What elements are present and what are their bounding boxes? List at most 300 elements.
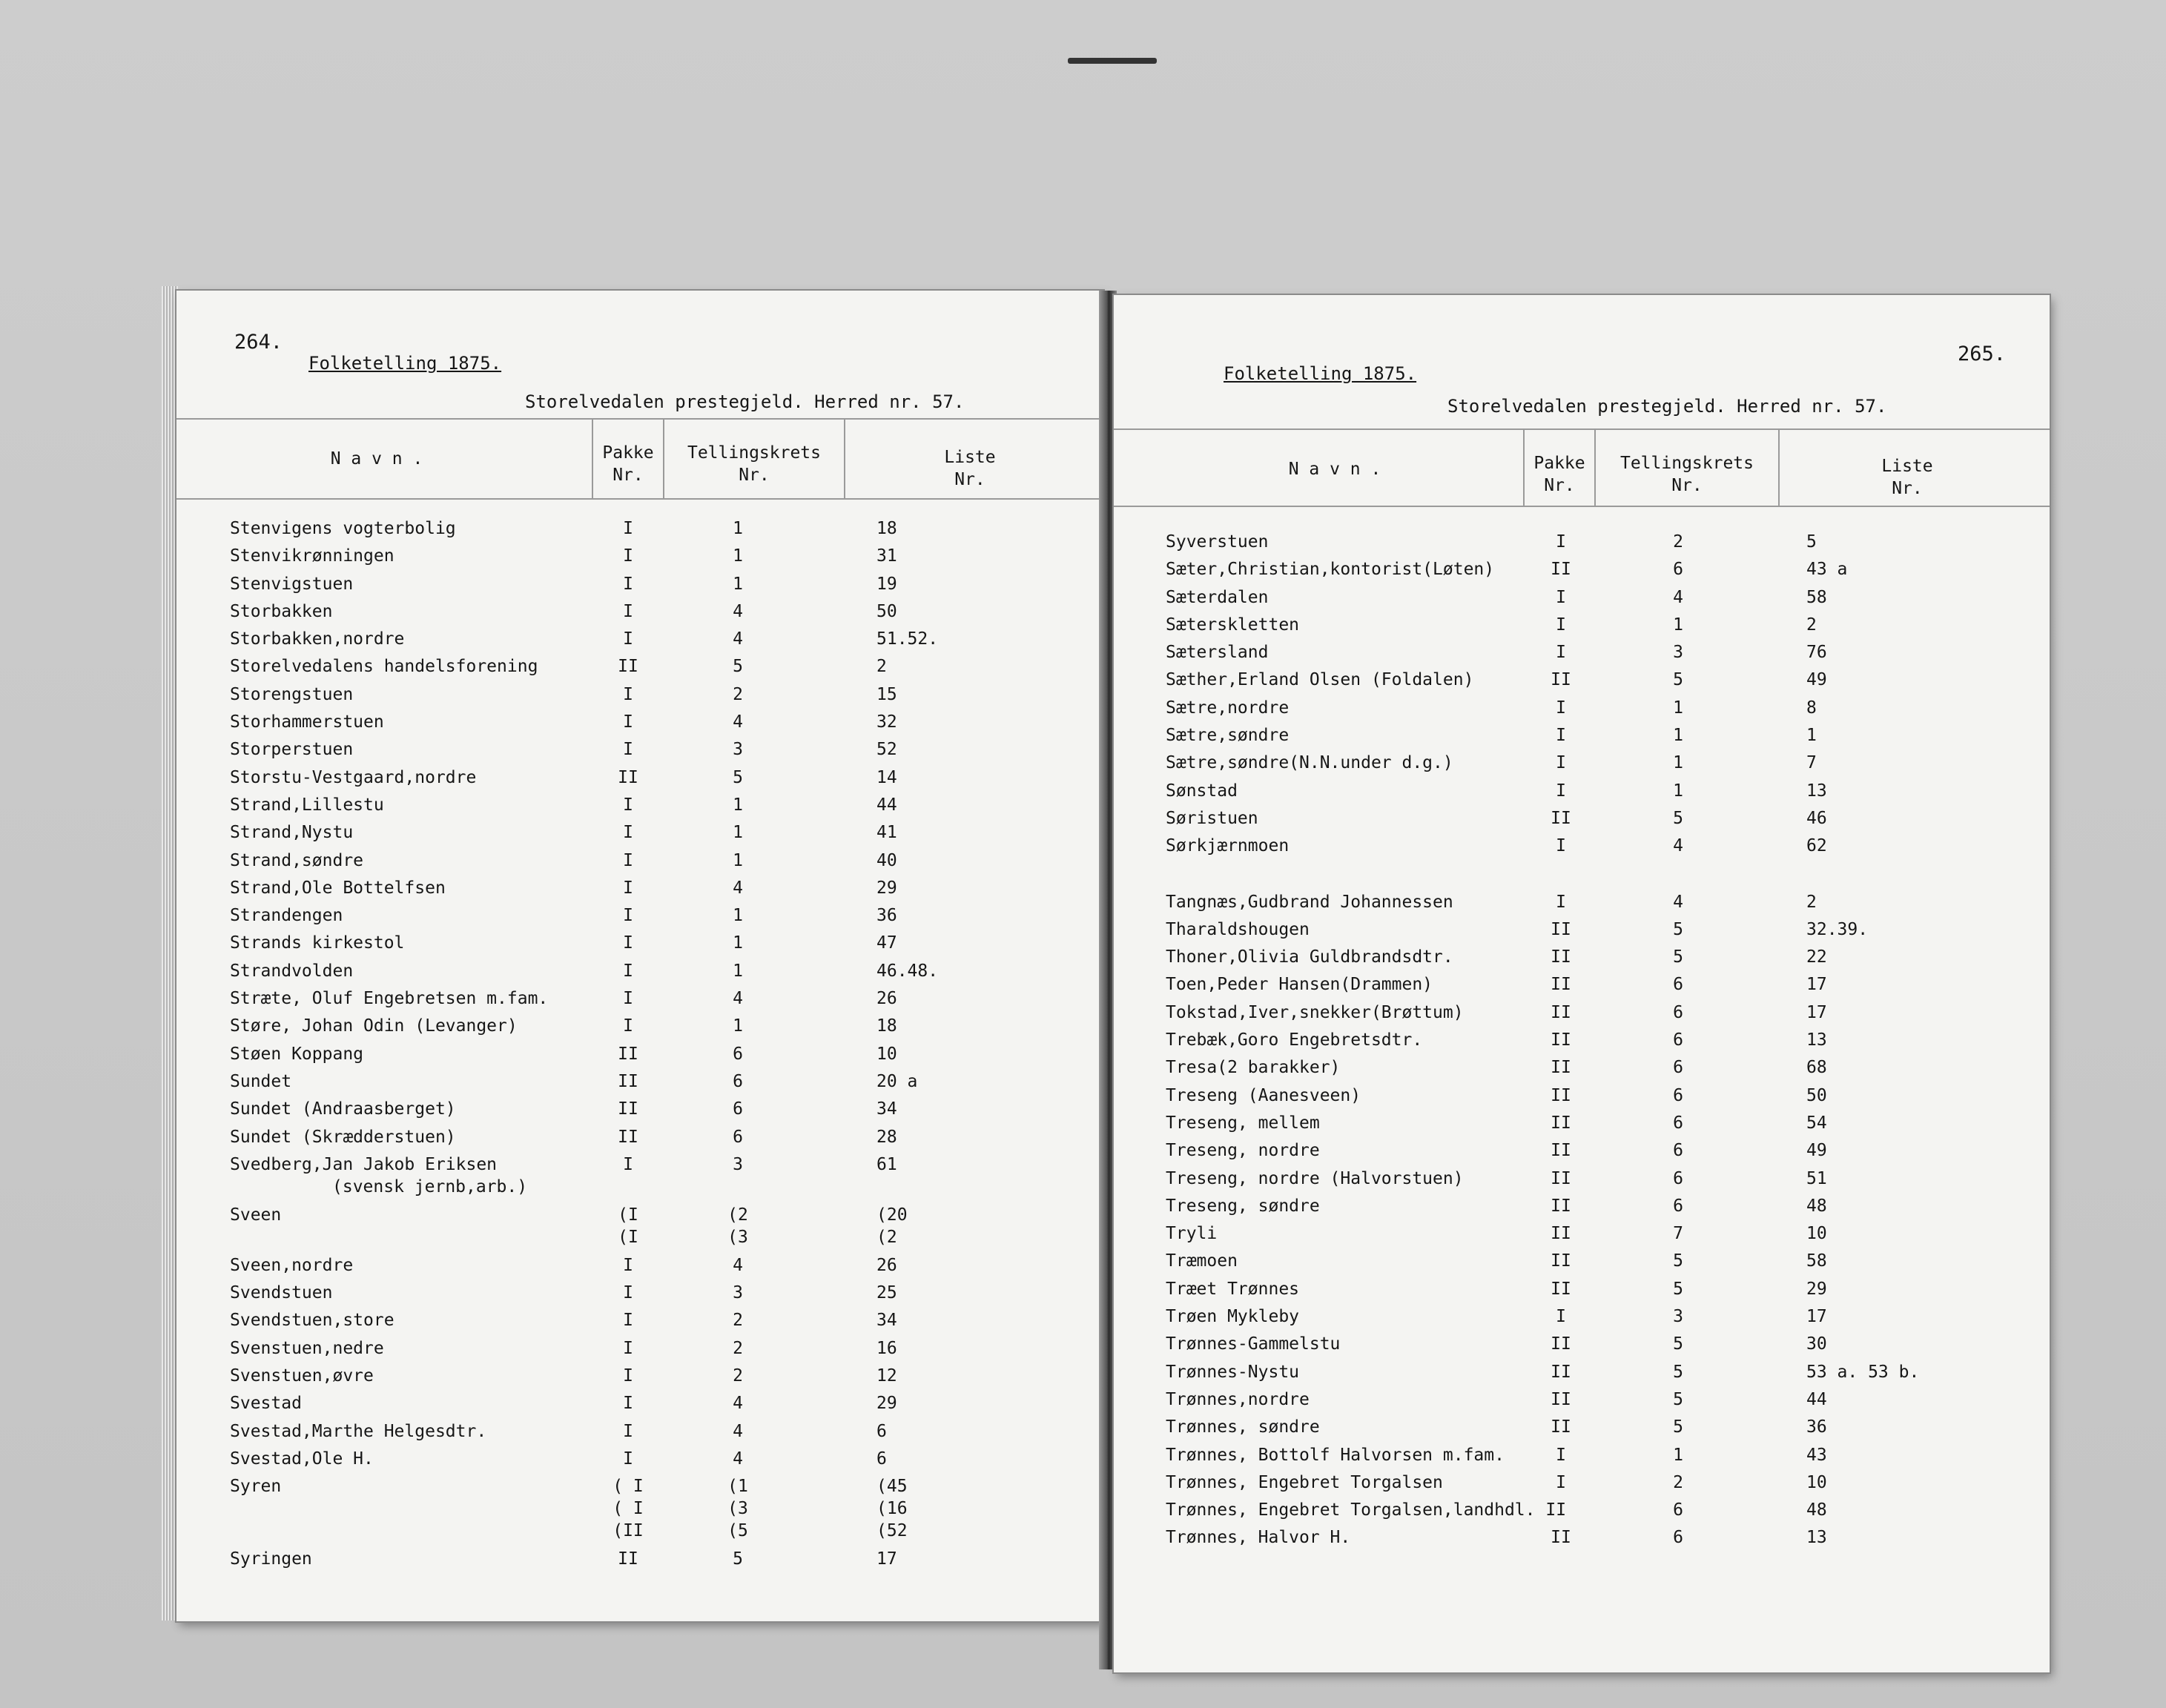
cell-navn [1166, 1444, 1505, 1466]
cell-navn [230, 1098, 456, 1120]
cell-pakke [1528, 1388, 1594, 1411]
cell-text: Stenvigstuen [230, 574, 354, 594]
cell-krets [704, 960, 771, 982]
cell-liste [876, 600, 1069, 623]
cell-pakke [1528, 780, 1594, 802]
cell-text: Trønnes, søndre [1166, 1417, 1320, 1437]
cell-krets [1645, 1499, 1711, 1521]
cell-navn [1166, 1168, 1464, 1190]
cell-navn [230, 600, 332, 623]
cell-text: (3 [727, 1499, 748, 1519]
cell-text: 2 [733, 1366, 743, 1386]
cell-text: 2 [733, 1338, 743, 1358]
table-row [1114, 586, 2050, 614]
header-top-rule [1114, 428, 2050, 430]
cell-krets [704, 904, 771, 927]
cell-text: II [1551, 1279, 1571, 1299]
table-row [176, 517, 1103, 545]
cell-text: II [618, 1549, 638, 1569]
cell-text: 47 [876, 933, 897, 953]
table-row [1114, 1195, 2050, 1222]
cell-text: 5 [733, 657, 743, 677]
cell-pakke [595, 1204, 661, 1248]
cell-navn [230, 1070, 291, 1093]
cell-navn [1166, 1195, 1320, 1217]
cell-text: 7 [1673, 1224, 1683, 1244]
cell-krets [704, 1282, 771, 1304]
cell-text: Strandengen [230, 906, 343, 926]
cell-text: II [1551, 1085, 1571, 1105]
cell-text: Svendstuen [230, 1283, 333, 1303]
cell-navn [230, 683, 353, 706]
cell-text: Strand,Nystu [230, 823, 354, 843]
cell-text: 5 [1673, 919, 1683, 939]
cell-text: II [1551, 1362, 1571, 1382]
cell-pakke [595, 683, 661, 706]
cell-text: 6 [1673, 1085, 1683, 1105]
cell-text: Storstu-Vestgaard,nordre [230, 767, 477, 787]
cell-krets [704, 932, 771, 954]
cell-text: ( I [613, 1477, 644, 1497]
cell-navn [1166, 1112, 1320, 1134]
cell-navn [230, 794, 384, 816]
cell-text: I [1556, 698, 1566, 718]
cell-krets [704, 1548, 771, 1570]
cell-pakke [595, 1448, 661, 1470]
cell-krets [1645, 807, 1711, 830]
cell-text: I [1556, 587, 1566, 607]
cell-liste [1806, 1250, 1999, 1272]
table-row [176, 1548, 1103, 1575]
cell-krets [704, 573, 771, 595]
cell-text: Stenvigens vogterbolig [230, 519, 456, 538]
cell-krets [704, 683, 771, 706]
cell-text: 26 [876, 1255, 897, 1275]
cell-krets [1645, 614, 1711, 636]
cell-text: 8 [1806, 698, 1817, 718]
table-row [176, 794, 1103, 821]
cell-liste [1806, 1195, 1999, 1217]
cell-text: Strand,søndre [230, 850, 364, 870]
cell-text: 2 [733, 1311, 743, 1331]
cell-navn [1166, 1333, 1340, 1355]
header-liste: Liste Nr. [944, 448, 996, 489]
cell-liste [876, 960, 1069, 982]
cell-text: 4 [733, 601, 743, 621]
cell-liste [876, 1365, 1069, 1387]
table-row [1114, 531, 2050, 558]
cell-pakke [1528, 1361, 1594, 1383]
cell-liste [876, 1548, 1069, 1570]
cell-krets [1645, 1472, 1711, 1494]
cell-navn [1166, 1388, 1310, 1411]
cell-text: (1 [727, 1477, 748, 1497]
cell-pakke [1528, 669, 1594, 691]
cell-text: 49 [1806, 670, 1827, 690]
cell-pakke [1528, 1472, 1594, 1494]
table-row [1114, 697, 2050, 724]
table-row [176, 767, 1103, 794]
cell-navn [1166, 1526, 1350, 1549]
cell-pakke [1528, 1250, 1594, 1272]
cell-text: 18 [876, 1016, 897, 1036]
cell-text: I [1556, 532, 1566, 552]
cell-liste [1806, 669, 1999, 691]
cell-text: 6 [733, 1044, 743, 1064]
cell-navn [230, 767, 476, 789]
header-bottom-rule [176, 498, 1103, 500]
cell-text: Sveen [230, 1205, 282, 1225]
cell-text: 50 [1806, 1085, 1827, 1105]
cell-krets [1645, 891, 1711, 913]
cell-pakke [1528, 1222, 1594, 1245]
cell-text: 17 [876, 1549, 897, 1569]
cell-text: 48 [1806, 1196, 1827, 1216]
cell-text: 5 [1673, 1417, 1683, 1437]
cell-text: II [1551, 1224, 1571, 1244]
cell-text: Storbakken [230, 601, 333, 621]
page-subtitle: Storelvedalen prestegjeld. Herred nr. 57. [525, 391, 965, 412]
cell-navn [1166, 1416, 1320, 1438]
cell-liste [876, 904, 1069, 927]
cell-navn [1166, 1305, 1299, 1328]
cell-pakke [1528, 891, 1594, 913]
column-divider [844, 418, 845, 500]
table-row [1114, 669, 2050, 696]
cell-text: 29 [876, 1394, 897, 1414]
cell-text: 53 a. 53 b. [1806, 1362, 1920, 1382]
cell-text: 2 [1806, 615, 1817, 635]
cell-krets [1645, 558, 1711, 580]
cell-text: 43 [1806, 1445, 1827, 1465]
cell-text: I [623, 795, 633, 815]
cell-navn [230, 1204, 281, 1226]
cell-text: II [1551, 808, 1571, 828]
table-row [176, 904, 1103, 932]
cell-navn [1166, 807, 1258, 830]
cell-text: 17 [1806, 1002, 1827, 1022]
cell-text: II [618, 657, 638, 677]
table-row [176, 683, 1103, 711]
cell-navn [1166, 1056, 1340, 1079]
cell-pakke [1528, 724, 1594, 747]
cell-text: 5 [1673, 808, 1683, 828]
cell-text: Treseng, søndre [1166, 1196, 1320, 1216]
cell-text: II [1551, 1113, 1571, 1133]
table-row [1114, 1278, 2050, 1305]
cell-text: 6 [1673, 1113, 1683, 1133]
cell-text: Storelvedalens handelsforening [230, 657, 538, 677]
cell-liste [876, 987, 1069, 1010]
table-row [1114, 1499, 2050, 1526]
cell-text: Stræte, Oluf Engebretsen m.fam. [230, 989, 549, 1009]
header-krets: Tellingskrets Nr. [687, 443, 821, 485]
cell-liste [1806, 1002, 1999, 1024]
cell-liste [876, 1475, 1069, 1542]
cell-text: (I [618, 1227, 638, 1247]
cell-text: 4 [733, 1421, 743, 1441]
cell-krets [1645, 724, 1711, 747]
cell-text: I [623, 823, 633, 843]
cell-text: 1 [1673, 726, 1683, 746]
cell-krets [1645, 1305, 1711, 1328]
cell-krets [704, 628, 771, 650]
cell-pakke [1528, 973, 1594, 996]
cell-text: 1 [733, 546, 743, 566]
cell-pakke [595, 738, 661, 761]
cell-navn [1166, 752, 1453, 774]
cell-liste [1806, 1112, 1999, 1134]
cell-text: 6 [1673, 975, 1683, 995]
table-row [1114, 1472, 2050, 1499]
cell-text: I [623, 1366, 633, 1386]
cell-text: II [1551, 1196, 1571, 1216]
table-row [1114, 946, 2050, 973]
cell-text: I [623, 878, 633, 898]
cell-text: I [623, 1311, 633, 1331]
cell-text: Toen,Peder Hansen(Drammen) [1166, 975, 1433, 995]
cell-text: 41 [876, 823, 897, 843]
cell-pakke [595, 1043, 661, 1065]
table-row [1114, 807, 2050, 835]
cell-text: ( I [613, 1499, 644, 1519]
cell-text: Tokstad,Iver,snekker(Brøttum) [1166, 1002, 1464, 1022]
cell-text: 6 [1673, 1030, 1683, 1050]
cell-navn [230, 1392, 302, 1414]
cell-text: 14 [876, 767, 897, 787]
cell-text: Syringen [230, 1549, 312, 1569]
cell-liste [1806, 641, 1999, 663]
cell-text: Trebæk,Goro Engebretsdtr. [1166, 1030, 1423, 1050]
cell-text: 1 [733, 933, 743, 953]
cell-liste [876, 1153, 1069, 1176]
table-row [1114, 558, 2050, 586]
cell-text: 5 [1673, 1389, 1683, 1409]
cell-krets [704, 987, 771, 1010]
cell-pakke [1528, 1056, 1594, 1079]
cell-pakke [595, 767, 661, 789]
cell-navn [230, 960, 353, 982]
cell-krets [1645, 586, 1711, 609]
cell-krets [1645, 697, 1711, 719]
cell-text: I [623, 906, 633, 926]
cell-liste [876, 1309, 1069, 1331]
cell-text: 46 [1806, 808, 1827, 828]
cell-liste [876, 1282, 1069, 1304]
table-row [1114, 1168, 2050, 1195]
cell-pakke [1528, 614, 1594, 636]
cell-text: II [1551, 1334, 1571, 1354]
cell-krets [704, 1126, 771, 1148]
cell-text: Støen Koppang [230, 1044, 364, 1064]
cell-pakke [595, 1153, 661, 1176]
table-row [176, 545, 1103, 572]
cell-text: Storengstuen [230, 684, 354, 704]
cell-navn [1166, 918, 1310, 941]
cell-pakke [1528, 1333, 1594, 1355]
page-title: Folketelling 1875. [308, 353, 502, 374]
table-row [176, 1043, 1103, 1070]
cell-krets [1645, 835, 1711, 857]
cell-krets [704, 821, 771, 844]
cell-text: 51.52. [876, 629, 939, 649]
cell-text: 1 [733, 961, 743, 981]
cell-navn [230, 655, 538, 678]
header-top-rule [176, 418, 1103, 420]
cell-pakke [1528, 752, 1594, 774]
table-row [176, 1098, 1103, 1125]
cell-text: II [618, 1044, 638, 1064]
cell-navn [1166, 1499, 1566, 1521]
cell-text: 29 [876, 878, 897, 898]
cell-liste [1806, 614, 1999, 636]
cell-pakke [1528, 1195, 1594, 1217]
cell-navn [230, 1475, 281, 1497]
cell-liste [1806, 973, 1999, 996]
cell-text: Trøen Mykleby [1166, 1307, 1300, 1327]
cell-krets [1645, 1333, 1711, 1355]
cell-text: Strands kirkestol [230, 933, 405, 953]
table-row [1114, 1416, 2050, 1443]
cell-text: 34 [876, 1099, 897, 1119]
cell-text: 5 [1673, 947, 1683, 967]
cell-krets [704, 1392, 771, 1414]
table-row [176, 1475, 1103, 1548]
cell-navn [230, 1548, 312, 1570]
table-row [176, 1254, 1103, 1282]
table-row [176, 573, 1103, 600]
cell-text: 34 [876, 1311, 897, 1331]
cell-pakke [595, 1309, 661, 1331]
cell-text: I [623, 989, 633, 1009]
cell-text: 29 [1806, 1279, 1827, 1299]
cell-krets [1645, 1416, 1711, 1438]
cell-text: I [623, 574, 633, 594]
cell-text: Sæter,Christian,kontorist(Løten) [1166, 560, 1495, 580]
cell-text: 3 [733, 1283, 743, 1303]
cell-krets [1645, 1002, 1711, 1024]
cell-text: 62 [1806, 836, 1827, 856]
cell-pakke [595, 1098, 661, 1120]
cell-pakke [595, 655, 661, 678]
cell-pakke [1528, 586, 1594, 609]
cell-text: I [623, 740, 633, 760]
cell-pakke [1528, 807, 1594, 830]
page-subtitle: Storelvedalen prestegjeld. Herred nr. 57. [1447, 396, 1887, 417]
cell-text: Sveen,nordre [230, 1255, 354, 1275]
table-row [176, 821, 1103, 849]
cell-text: Trønnes, Engebret Torgalsen [1166, 1472, 1443, 1492]
cell-text: (3 [727, 1227, 748, 1247]
cell-text: 6 [1673, 1500, 1683, 1520]
cell-text: 15 [876, 684, 897, 704]
cell-text: 2 [733, 684, 743, 704]
cell-text: II [618, 767, 638, 787]
cell-text: II [1551, 1168, 1571, 1188]
cell-text: 6 [733, 1099, 743, 1119]
table-row [1114, 752, 2050, 779]
cell-liste [876, 932, 1069, 954]
cell-navn [230, 517, 456, 540]
page-number: 265. [1958, 342, 2007, 365]
cell-pakke [595, 1420, 661, 1443]
cell-krets [704, 1448, 771, 1470]
cell-text: 44 [876, 795, 897, 815]
table-row [176, 932, 1103, 959]
cell-text: 6 [1673, 1141, 1683, 1161]
table-row [1114, 1444, 2050, 1472]
cell-krets [704, 1204, 771, 1248]
cell-liste [1806, 780, 1999, 802]
cell-navn [1166, 724, 1289, 747]
cell-pakke [595, 1365, 661, 1387]
cell-text: Søristuen [1166, 808, 1258, 828]
cell-text: (20 [876, 1205, 908, 1225]
cell-liste [1806, 697, 1999, 719]
cell-text: 1 [1673, 753, 1683, 773]
table-row [1114, 1361, 2050, 1388]
cell-krets [1645, 1361, 1711, 1383]
cell-navn [1166, 641, 1268, 663]
cell-text: 4 [1673, 836, 1683, 856]
cell-text: 36 [1806, 1417, 1827, 1437]
cell-liste [1806, 1305, 1999, 1328]
cell-text: 5 [733, 767, 743, 787]
cell-text: 4 [733, 629, 743, 649]
cell-text: 20 a [876, 1071, 918, 1091]
cell-krets [1645, 973, 1711, 996]
cell-text: Strand,Ole Bottelfsen [230, 878, 446, 898]
cell-text: 13 [1806, 1030, 1827, 1050]
cell-text: 2 [1673, 1472, 1683, 1492]
cell-text: 6 [1673, 560, 1683, 580]
cell-text: Trønnes,nordre [1166, 1389, 1310, 1409]
cell-text: II [1551, 1058, 1571, 1078]
cell-text: 5 [1673, 1251, 1683, 1271]
cell-liste [1806, 1444, 1999, 1466]
cell-text: 32 [876, 712, 897, 732]
cell-pakke [595, 1548, 661, 1570]
cell-text: Storhammerstuen [230, 712, 384, 732]
cell-navn [1166, 1250, 1238, 1272]
cell-text: 25 [876, 1283, 897, 1303]
cell-liste [1806, 724, 1999, 747]
cell-text: Storbakken,nordre [230, 629, 405, 649]
cell-liste [1806, 1029, 1999, 1051]
cell-text: 13 [1806, 781, 1827, 801]
cell-text: Sønstad [1166, 781, 1238, 801]
cell-text: Strandvolden [230, 961, 354, 981]
cell-text: Syverstuen [1166, 532, 1269, 552]
cell-krets [704, 517, 771, 540]
cell-krets [1645, 918, 1711, 941]
cell-navn [230, 711, 384, 733]
page-stack-edges [162, 286, 178, 1621]
cell-text: 4 [733, 1449, 743, 1469]
cell-liste [876, 1070, 1069, 1093]
table-row [176, 1126, 1103, 1153]
table-row [1114, 780, 2050, 807]
cell-liste [1806, 1361, 1999, 1383]
cell-text: I [623, 933, 633, 953]
cell-text: Treseng, mellem [1166, 1113, 1320, 1133]
cell-text: Trønnes, Bottolf Halvorsen m.fam. [1166, 1445, 1505, 1465]
table-row [176, 711, 1103, 738]
cell-krets [704, 655, 771, 678]
header-krets: Tellingskrets Nr. [1619, 454, 1754, 495]
table-row [176, 600, 1103, 628]
cell-krets [704, 794, 771, 816]
